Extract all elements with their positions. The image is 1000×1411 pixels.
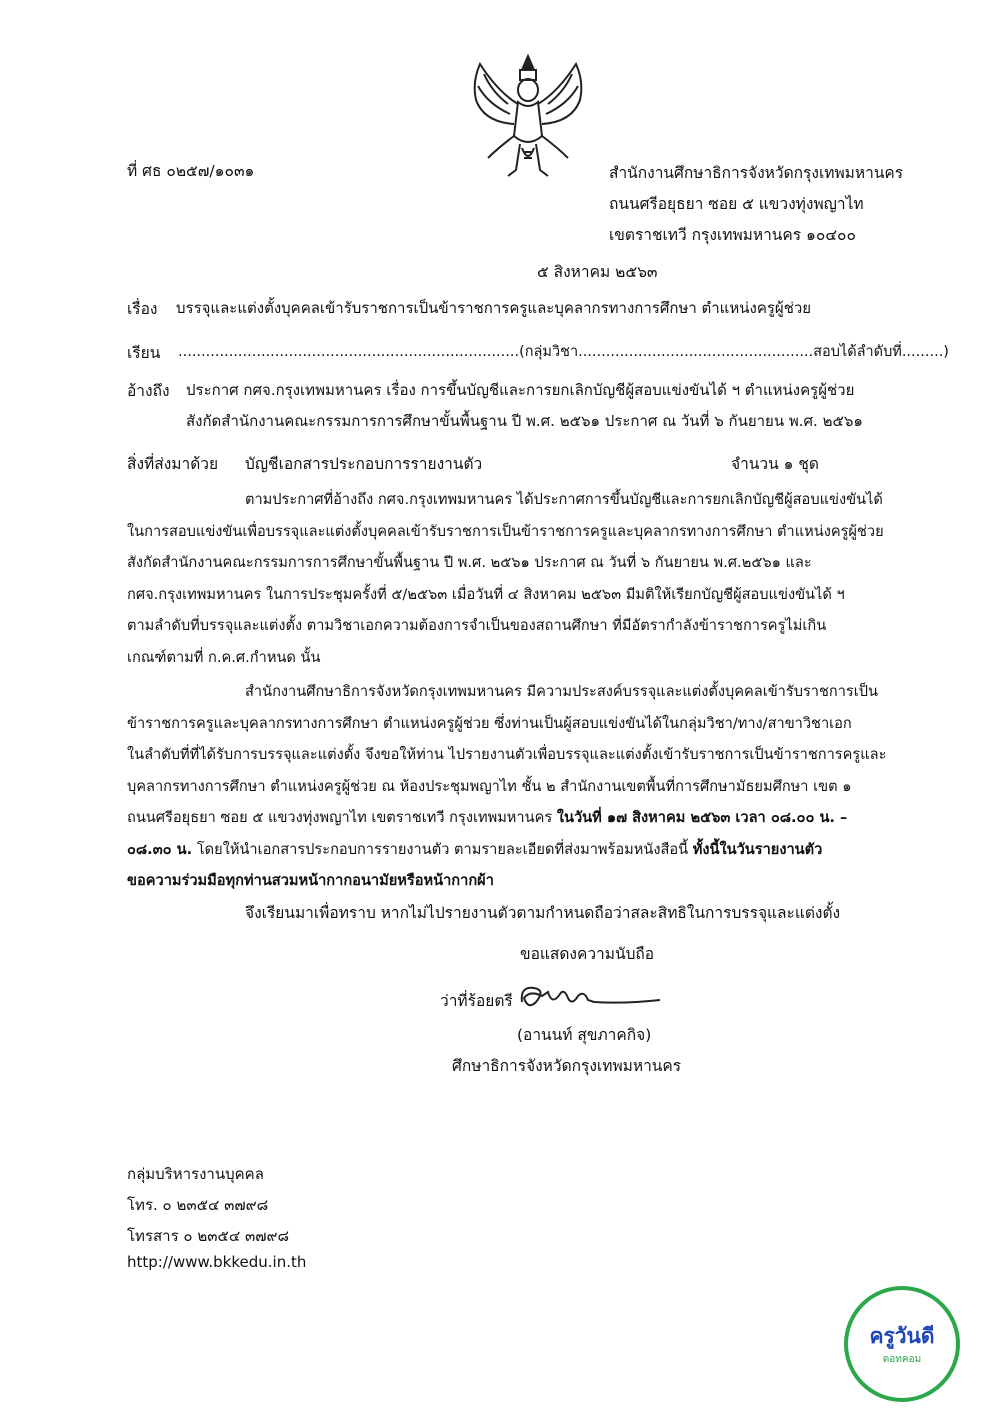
para1-line: ตามลำดับที่บรรจุและแต่งตั้ง ตามวิชาเอกความต้องการจำเป็นของสถานศึกษา ที่มีอัตรากำลังข้าราชการครูไม่เกิน (127, 617, 827, 634)
closing-text: จึงเรียนมาเพื่อทราบ หากไม่ไปรายงานตัวตามกำหนดถือว่าสละสิทธิในการบรรจุและแต่งตั้ง (245, 904, 841, 922)
signer-rank: ว่าที่ร้อยตรี (440, 992, 513, 1010)
para2-line: ในลำดับที่ที่ได้รับการบรรจุและแต่งตั้ง จึงขอให้ท่าน ไปรายงานตัวเพื่อบรรจุและแต่งตั้งเข้ารับราชการเป็นข้าราชการครูและ (127, 746, 887, 763)
footer-website-link[interactable]: http://www.bkkedu.in.th (127, 1253, 307, 1271)
to-text: ..........................................................................(กลุ่มวิชา...................................................สอบได้ลำดับที่.........) (178, 344, 949, 360)
watermark-title: ครูวันดี (869, 1324, 935, 1348)
report-day-emphasis: ทั้งนี้ในวันรายงานตัว (692, 840, 823, 858)
para2-line (127, 802, 942, 834)
para1-line: สังกัดสำนักงานคณะกรรมการการศึกษาขั้นพื้นฐาน ปี พ.ศ. ๒๕๖๑ ประกาศ ณ วันที่ ๖ กันยายน พ.ศ.๒๕๖๑ และ (127, 554, 812, 571)
closing-respect: ขอแสดงความนับถือ (520, 945, 655, 963)
watermark-subtitle: ดอทคอม (882, 1354, 922, 1365)
garuda-emblem-icon (458, 52, 598, 180)
signature-icon (514, 980, 664, 1016)
para2-text: โดยให้นำเอกสารประกอบการรายงานตัว ตามรายละเอียดที่ส่งมาพร้อมหนังสือนี้ (192, 840, 693, 858)
para1-line: ตามประกาศที่อ้างถึง กศจ.กรุงเทพมหานคร ได้ประกาศการขึ้นบัญชีและการยกเลิกบัญชีผู้สอบแข่งขันได้ (245, 491, 883, 508)
body-paragraph-2 (127, 676, 942, 897)
report-time-emphasis: ๐๘.๓๐ น. (127, 840, 193, 858)
para2-text: ถนนศรีอยุธยา ซอย ๕ แขวงทุ่งพญาไท เขตราชเทวี กรุงเทพมหานคร (127, 809, 557, 826)
footer-fax: โทรสาร ๐ ๒๓๕๔ ๓๗๙๘ (127, 1227, 290, 1245)
reference-label: อ้างถึง (127, 382, 170, 400)
letter-date: ๕ สิงหาคม ๒๕๖๓ (537, 263, 658, 281)
mask-request-emphasis: ขอความร่วมมือทุกท่านสวมหน้ากากอนามัยหรือหน้ากากผ้า (127, 872, 494, 889)
para1-line: กศจ.กรุงเทพมหานคร ในการประชุมครั้งที่ ๕/๒๕๖๓ เมื่อวันที่ ๔ สิงหาคม ๒๕๖๓ มีมติให้เรียกบัญชีผู้สอบแข่งขันได้ ฯ (127, 585, 845, 603)
footer-department: กลุ่มบริหารงานบุคคล (127, 1165, 264, 1183)
enclosure-label: สิ่งที่ส่งมาด้วย (127, 455, 219, 473)
body-paragraph-1 (127, 484, 942, 673)
signer-name: (อานนท์ สุขภาคกิจ) (517, 1026, 652, 1044)
office-address (609, 158, 903, 251)
footer-telephone: โทร. ๐ ๒๓๕๔ ๓๗๙๘ (127, 1196, 269, 1214)
para2-line: ข้าราชการครูและบุคลากรทางการศึกษา ตำแหน่งครูผู้ช่วย ซึ่งท่านเป็นผู้สอบแข่งขันได้ในกลุ่มวิชา/ทาง/สาขาวิชาเอก (127, 714, 852, 732)
to-label: เรียน (127, 344, 161, 362)
para2-line (127, 834, 942, 866)
reference-line-2: สังกัดสำนักงานคณะกรรมการการศึกษาขั้นพื้นฐาน ปี พ.ศ. ๒๕๖๑ ประกาศ ณ วันที่ ๖ กันยายน พ.ศ. ๒๕๖๑ (186, 412, 863, 430)
signer-position: ศึกษาธิการจังหวัดกรุงเทพมหานคร (452, 1057, 682, 1075)
subject-label: เรื่อง (127, 300, 158, 318)
office-district: เขตราชเทวี กรุงเทพมหานคร ๑๐๔๐๐ (609, 226, 856, 244)
para1-line: ในการสอบแข่งขันเพื่อบรรจุและแต่งตั้งบุคคลเข้ารับราชการเป็นข้าราชการครูและบุคลากรทางการศึกษา ตำแหน่งครูผู้ช่วย (127, 522, 884, 540)
para1-line: เกณฑ์ตามที่ ก.ค.ศ.กำหนด นั้น (127, 648, 321, 666)
reference-line-1: ประกาศ กศจ.กรุงเทพมหานคร เรื่อง การขึ้นบัญชีและการยกเลิกบัญชีผู้สอบแข่งขันได้ ฯ ตำแหน่งครูผู้ช่วย (186, 381, 855, 399)
reference-number: ที่ ศธ ๐๒๕๗/๑๐๓๑ (127, 162, 255, 180)
office-street: ถนนศรีอยุธยา ซอย ๕ แขวงทุ่งพญาไท (609, 195, 864, 213)
subject-text: บรรจุและแต่งตั้งบุคคลเข้ารับราชการเป็นข้าราชการครูและบุคลากรทางการศึกษา ตำแหน่งครูผู้ช่วย (176, 299, 812, 317)
para2-line: บุคลากรทางการศึกษา ตำแหน่งครูผู้ช่วย ณ ห้องประชุมพญาไท ชั้น ๒ สำนักงานเขตพื้นที่การศึกษามัธยมศึกษา เขต ๑ (127, 777, 852, 795)
watermark-logo (844, 1286, 960, 1402)
enclosure-text: บัญชีเอกสารประกอบการรายงานตัว (245, 455, 483, 473)
office-name: สำนักงานศึกษาธิการจังหวัดกรุงเทพมหานคร (609, 164, 904, 182)
enclosure-quantity: จำนวน ๑ ชุด (731, 455, 819, 473)
para2-line: สำนักงานศึกษาธิการจังหวัดกรุงเทพมหานคร มีความประสงค์บรรจุและแต่งตั้งบุคคลเข้ารับราชการเป็น (245, 683, 878, 700)
report-date-emphasis: ในวันที่ ๑๗ สิงหาคม ๒๕๖๓ เวลา ๐๘.๐๐ น. – (556, 809, 848, 826)
